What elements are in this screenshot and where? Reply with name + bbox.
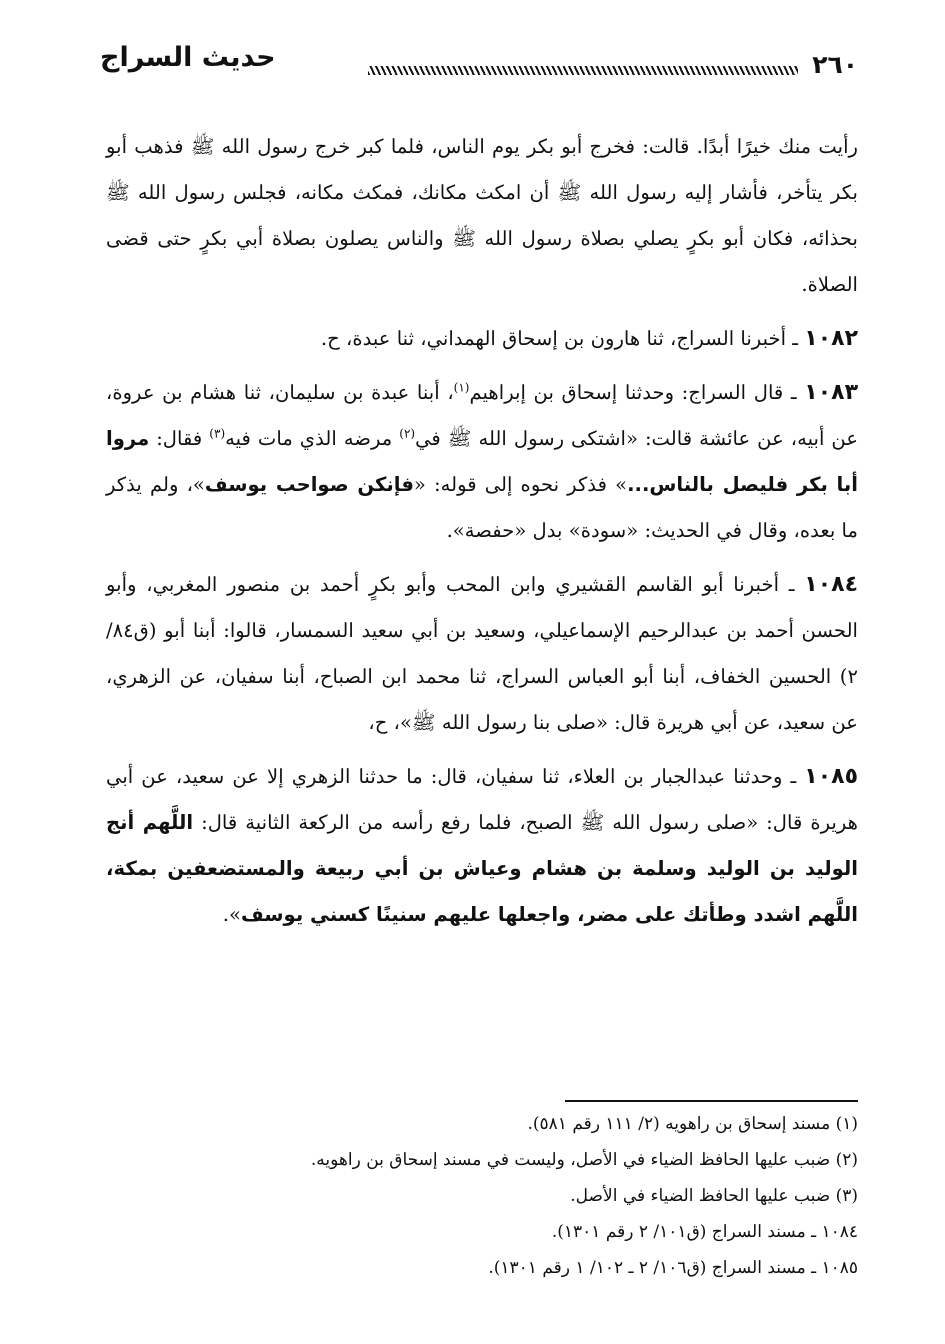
footnote: (٣) ضبب عليها الحافظ الضياء في الأصل. [570, 1186, 858, 1206]
hadith-text: ـ قال السراج: وحدثنا إسحاق بن إبراهيم [469, 381, 805, 404]
hadith-text: ـ أخبرنا السراج، ثنا هارون بن إسحاق الهمداني، ثنا عبدة، ح. [320, 327, 805, 350]
hadith-number: ١٠٨٥ [804, 764, 858, 789]
footnote-marker[interactable]: (١) [453, 380, 470, 395]
paragraph-continuation: رأيت منك خيرًا أبدًا. قالت: فخرج أبو بكر يوم الناس، فلما كبر خرج رسول الله ﷺ فذهب أبو بكر يتأخر، فأشار إليه رسول الله ﷺ أن امكث مكانك، فمكث مكانه، فجلس رسول الله ﷺ بحذائه، فكان أبو بكرٍ يصلي بصلاة رسول الله ﷺ والناس يصلون بصلاة أبي بكرٍ حتى قضى الصلاة. [106, 135, 858, 296]
footnote: (١) مسند إسحاق بن راهويه (٢/ ١١١ رقم ٥٨١). [527, 1114, 858, 1134]
hadith-text: » فذكر نحوه إلى قوله: « [413, 473, 628, 496]
running-title: حديث السراج [100, 42, 276, 73]
hadith-number: ١٠٨٤ [804, 572, 858, 597]
main-text [106, 124, 858, 946]
page-number: ٢٦٠ [812, 50, 858, 79]
hadith-text: »، ولم يذكر ما بعده، وقال في الحديث: «سودة» بدل «حفصة». [106, 473, 858, 542]
footnote-separator [565, 1100, 858, 1102]
hadith-text: فقال: [149, 427, 210, 450]
hadith-text: ». [222, 903, 241, 926]
hadith-bold-text: فإنكن صواحب يوسف [204, 473, 414, 496]
hadith-1082 [106, 316, 858, 362]
footnote: ١٠٨٤ ـ مسند السراج (ق١٠١/ ٢ رقم ١٣٠١). [551, 1222, 858, 1242]
footnote-marker[interactable]: (٢) [399, 426, 416, 441]
hadith-bold-text: مروا أبا بكر فليصل بالناس... [106, 427, 858, 496]
footnote: ١٠٨٥ ـ مسند السراج (ق١٠٦/ ٢ ـ ١٠٢/ ١ رقم ١٣٠١). [488, 1258, 858, 1278]
hadith-1083 [106, 370, 858, 554]
hadith-text: مرضه الذي مات فيه [225, 427, 400, 450]
hadith-1084 [106, 562, 858, 746]
hadith-text: ـ أخبرنا أبو القاسم القشيري وابن المحب وأبو بكرٍ أحمد بن منصور المغربي، وأبو الحسن أحمد بن عبدالرحيم الإسماعيلي، وسعيد بن أبي سعيد السمسار، قالوا: أبنا أبو (ق٨٤/ ٢) الحسين الخفاف، أبنا أبو العباس السراج، ثنا محمد ابن الصباح، أبنا سفيان، عن الزهري، عن سعيد، عن أبي هريرة قال: «صلى بنا رسول الله ﷺ»، ح، [106, 573, 858, 734]
hadith-bold-text: اللَّهم أنج الوليد بن الوليد وسلمة بن هشام وعياش بن أبي ربيعة والمستضعفين بمكة، اللَّهم اشدد وطأتك على مضر، واجعلها عليهم سنينًا كسني يوسف [106, 811, 858, 926]
footnotes [300, 1106, 858, 1286]
hadith-text: ، أبنا عبدة بن سليمان، ثنا هشام بن عروة، عن أبيه، عن عائشة قالت: «اشتكى رسول الله ﷺ في [106, 381, 859, 450]
hadith-1085 [106, 754, 858, 938]
footnote: (٢) ضبب عليها الحافظ الضياء في الأصل، وليست في مسند إسحاق بن راهويه. [310, 1150, 858, 1170]
hadith-text: ـ وحدثنا عبدالجبار بن العلاء، ثنا سفيان، قال: ما حدثنا الزهري إلا عن سعيد، عن أبي هريرة قال: «صلى رسول الله ﷺ الصبح، فلما رفع رأسه من الركعة الثانية قال: [106, 765, 858, 834]
header-ornament [368, 66, 798, 75]
hadith-number: ١٠٨٢ [804, 326, 858, 351]
footnote-marker[interactable]: (٣) [209, 426, 226, 441]
hadith-number: ١٠٨٣ [804, 380, 858, 405]
